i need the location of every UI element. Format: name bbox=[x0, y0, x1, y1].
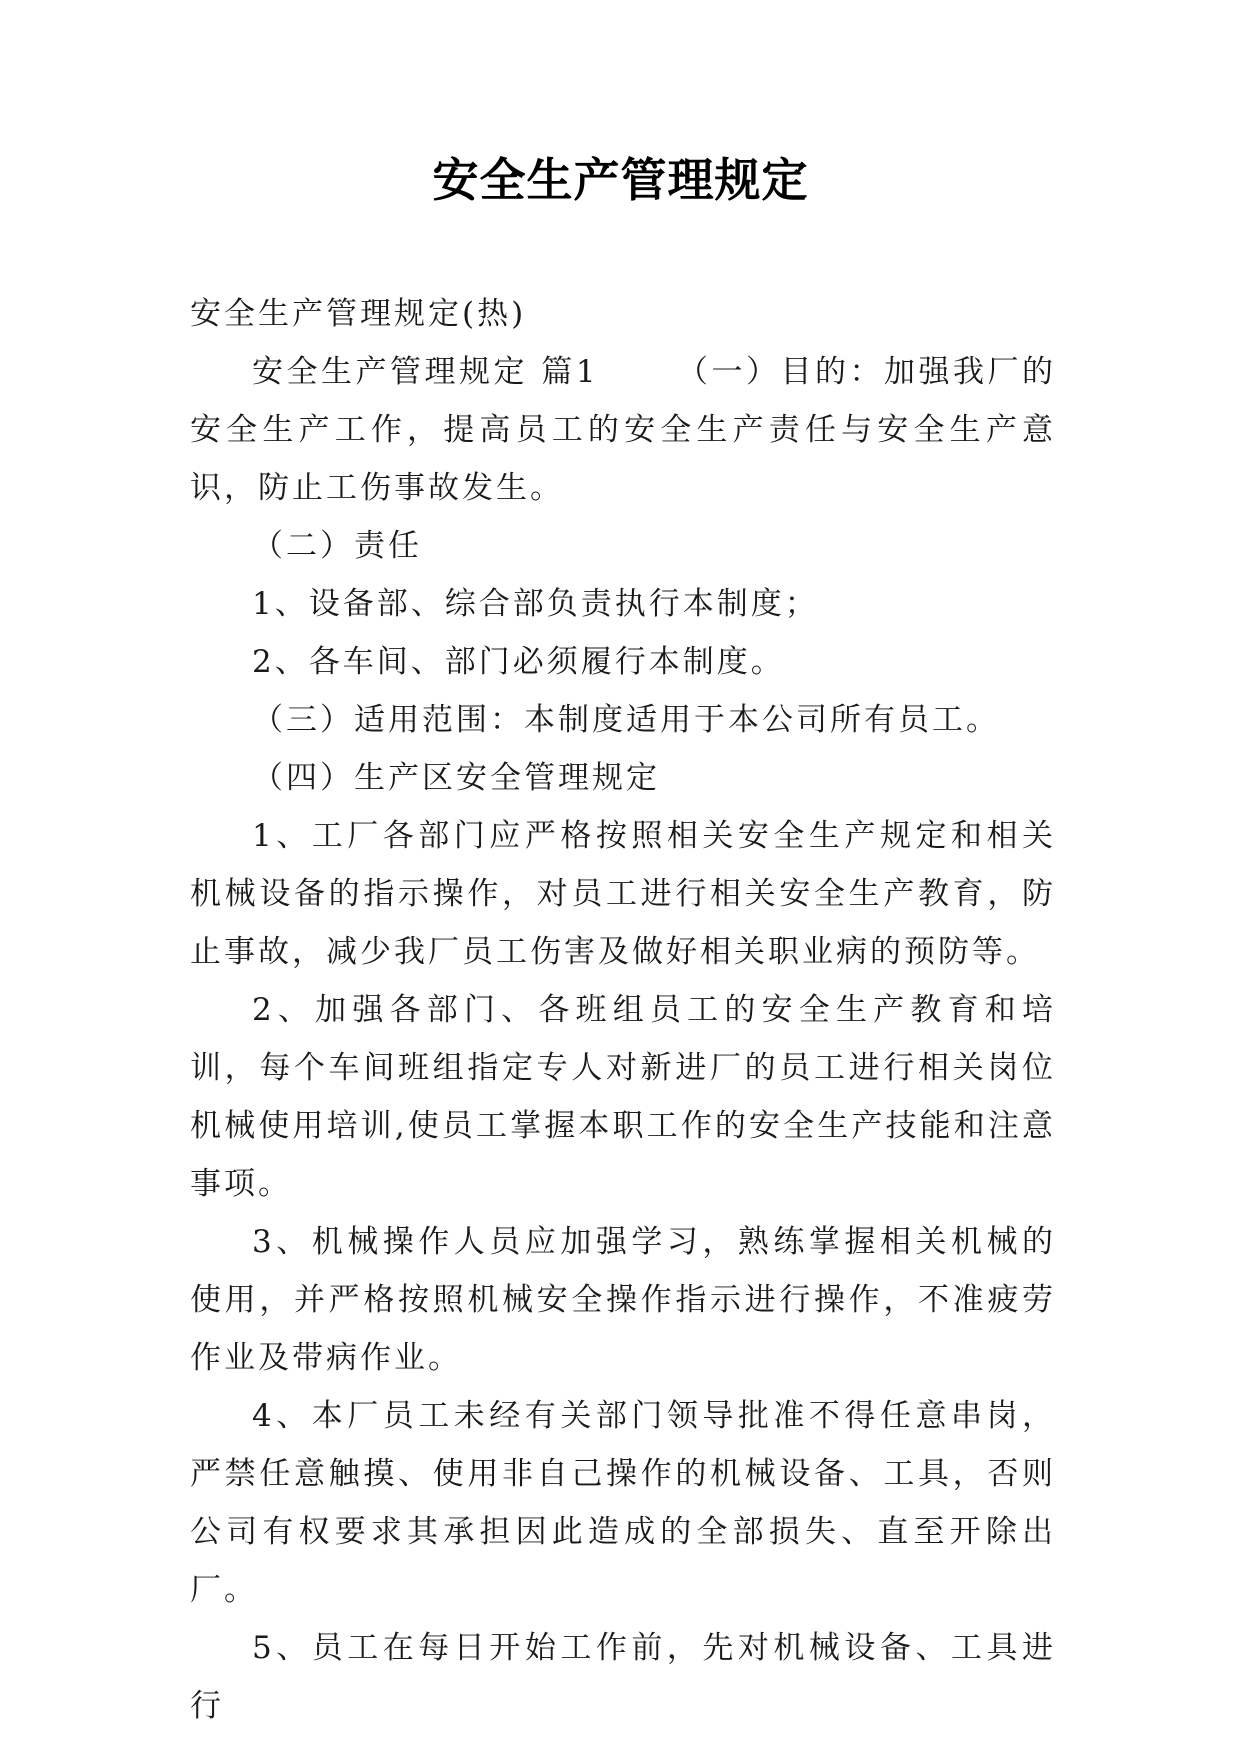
paragraph-rule: 1、工厂各部门应严格按照相关安全生产规定和相关机械设备的指示操作，对员工进行相关安全生产教育，防止事故，减少我厂员工伤害及做好相关职业病的预防等。 bbox=[190, 818, 1056, 970]
paragraph-purpose bbox=[190, 343, 1056, 517]
paragraph-rule: 3、机械操作人员应加强学习，熟练掌握相关机械的使用，并严格按照机械安全操作指示进行操作，不准疲劳作业及带病作业。 bbox=[190, 1224, 1056, 1376]
paragraph-rule: 5、员工在每日开始工作前，先对机械设备、工具进行 bbox=[190, 1630, 1056, 1724]
document-title: 安全生产管理规定 bbox=[432, 153, 809, 207]
paragraph-scope: （三）适用范围：本制度适用于本公司所有员工。 bbox=[252, 702, 1000, 738]
article-label: 安全生产管理规定 篇1 bbox=[252, 354, 599, 390]
paragraph-responsibility: （二）责任 bbox=[252, 528, 422, 564]
paragraph-item: 2、各车间、部门必须履行本制度。 bbox=[252, 644, 785, 680]
paragraph-rule: 2、加强各部门、各班组员工的安全生产教育和培训，每个车间班组指定专人对新进厂的员工进行相关岗位机械使用培训,使员工掌握本职工作的安全生产技能和注意事项。 bbox=[190, 992, 1056, 1202]
document-subtitle: 安全生产管理规定(热) bbox=[190, 296, 527, 332]
paragraph-text: （一）目的：加强我厂的安全生产工作，提高员工的安全生产责任与安全生产意识，防止工伤事故发生。 bbox=[190, 354, 1057, 506]
paragraph-section-heading: （四）生产区安全管理规定 bbox=[252, 760, 660, 796]
document-body bbox=[190, 285, 1056, 1735]
paragraph-item: 1、设备部、综合部负责执行本制度； bbox=[252, 586, 819, 622]
paragraph-rule: 4、本厂员工未经有关部门领导批准不得任意串岗，严禁任意触摸、使用非自己操作的机械设备、工具，否则公司有权要求其承担因此造成的全部损失、直至开除出厂。 bbox=[190, 1398, 1056, 1608]
